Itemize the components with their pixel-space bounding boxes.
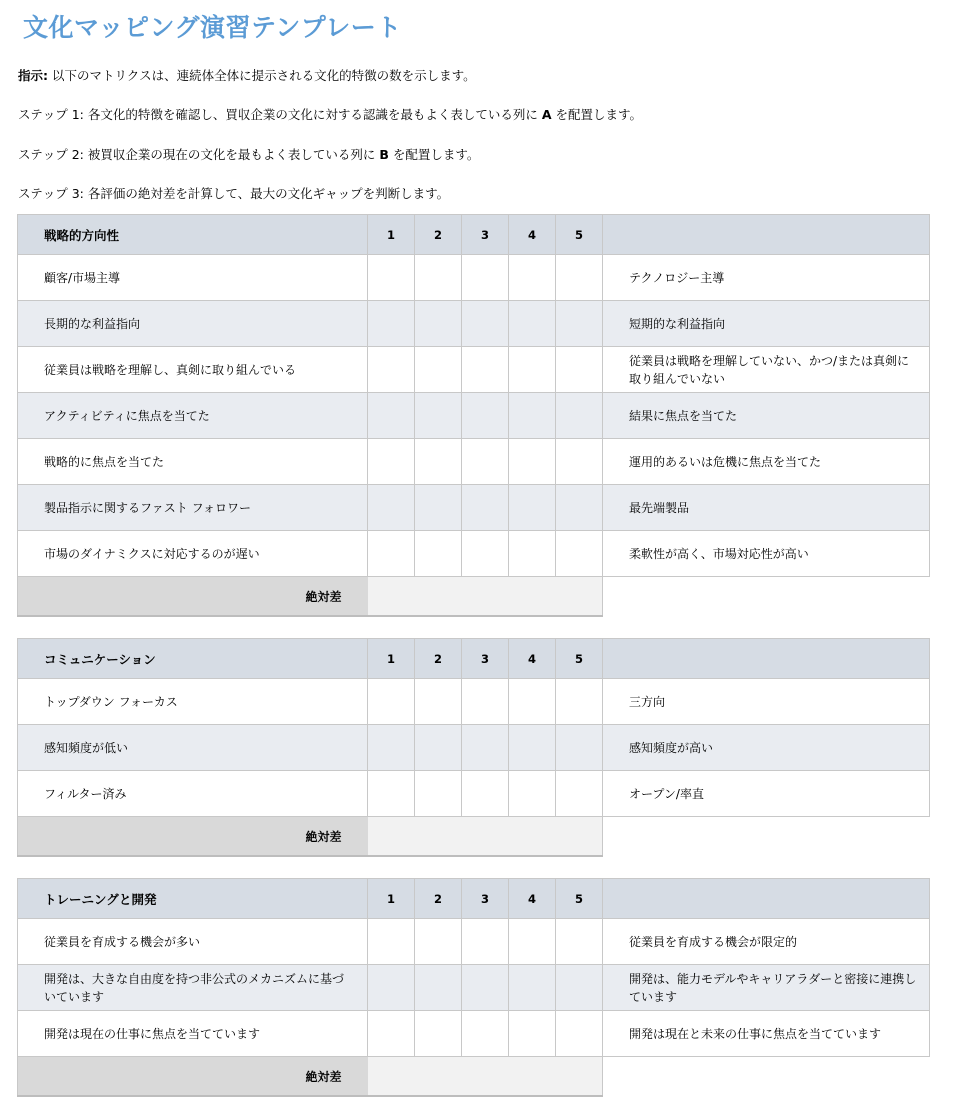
rating-cell-4[interactable] bbox=[509, 965, 556, 1011]
header-blank bbox=[603, 215, 930, 255]
rating-cell-1[interactable] bbox=[368, 439, 415, 485]
left-trait: 開発は現在の仕事に焦点を当てています bbox=[18, 1011, 368, 1057]
rating-cell-3[interactable] bbox=[462, 919, 509, 965]
left-trait: アクティビティに焦点を当てた bbox=[18, 393, 368, 439]
rating-cell-5[interactable] bbox=[556, 393, 603, 439]
scale-4: 4 bbox=[509, 879, 556, 919]
section-title: コミュニケーション bbox=[18, 639, 368, 679]
rating-cell-2[interactable] bbox=[415, 919, 462, 965]
matrix-row bbox=[18, 679, 930, 725]
left-trait: 従業員は戦略を理解し、真剣に取り組んでいる bbox=[18, 347, 368, 393]
rating-cell-1[interactable] bbox=[368, 919, 415, 965]
rating-cell-3[interactable] bbox=[462, 393, 509, 439]
rating-cell-4[interactable] bbox=[509, 771, 556, 817]
section-title: 戦略的方向性 bbox=[18, 215, 368, 255]
step1-prefix: ステップ 1: 各文化的特徴を確認し、買収企業の文化に対する認識を最もよく表している列に bbox=[18, 107, 542, 122]
matrix-row bbox=[18, 919, 930, 965]
scale-4: 4 bbox=[509, 215, 556, 255]
scale-3: 3 bbox=[462, 215, 509, 255]
left-trait: 長期的な利益指向 bbox=[18, 301, 368, 347]
step1-line bbox=[18, 106, 642, 124]
matrix-header bbox=[18, 879, 930, 919]
right-trait: 柔軟性が高く、市場対応性が高い bbox=[603, 531, 930, 577]
scale-5: 5 bbox=[556, 639, 603, 679]
rating-cell-5[interactable] bbox=[556, 301, 603, 347]
rating-cell-5[interactable] bbox=[556, 439, 603, 485]
rating-cell-1[interactable] bbox=[368, 1011, 415, 1057]
left-trait: 感知頻度が低い bbox=[18, 725, 368, 771]
step2-suffix: を配置します。 bbox=[388, 147, 480, 162]
abs-diff-value[interactable] bbox=[368, 817, 603, 857]
scale-4: 4 bbox=[509, 639, 556, 679]
right-trait: 感知頻度が高い bbox=[603, 725, 930, 771]
scale-3: 3 bbox=[462, 879, 509, 919]
rating-cell-1[interactable] bbox=[368, 301, 415, 347]
step2-prefix: ステップ 2: 被買収企業の現在の文化を最もよく表している列に bbox=[18, 147, 380, 162]
rating-cell-1[interactable] bbox=[368, 771, 415, 817]
rating-cell-5[interactable] bbox=[556, 1011, 603, 1057]
rating-cell-1[interactable] bbox=[368, 725, 415, 771]
rating-cell-4[interactable] bbox=[509, 485, 556, 531]
matrix-row bbox=[18, 347, 930, 393]
rating-cell-5[interactable] bbox=[556, 725, 603, 771]
scale-2: 2 bbox=[415, 215, 462, 255]
left-trait: フィルター済み bbox=[18, 771, 368, 817]
right-trait: 開発は現在と未来の仕事に焦点を当てています bbox=[603, 1011, 930, 1057]
rating-cell-5[interactable] bbox=[556, 347, 603, 393]
left-trait: 製品指示に関するファスト フォロワー bbox=[18, 485, 368, 531]
rating-cell-3[interactable] bbox=[462, 679, 509, 725]
left-trait: 顧客/市場主導 bbox=[18, 255, 368, 301]
rating-cell-3[interactable] bbox=[462, 771, 509, 817]
right-trait: テクノロジー主導 bbox=[603, 255, 930, 301]
rating-cell-2[interactable] bbox=[415, 301, 462, 347]
right-trait: 運用的あるいは危機に焦点を当てた bbox=[603, 439, 930, 485]
right-trait: 従業員は戦略を理解していない、かつ/または真剣に取り組んでいない bbox=[603, 347, 930, 393]
abs-diff-value[interactable] bbox=[368, 1057, 603, 1097]
rating-cell-5[interactable] bbox=[556, 771, 603, 817]
matrix-row bbox=[18, 439, 930, 485]
step1-suffix: を配置します。 bbox=[551, 107, 643, 122]
page-title: 文化マッピング演習テンプレート bbox=[23, 13, 402, 42]
rating-cell-5[interactable] bbox=[556, 919, 603, 965]
rating-cell-3[interactable] bbox=[462, 255, 509, 301]
rating-cell-4[interactable] bbox=[509, 255, 556, 301]
right-trait: 開発は、能力モデルやキャリアラダーと密接に連携しています bbox=[603, 965, 930, 1011]
rating-cell-3[interactable] bbox=[462, 347, 509, 393]
rating-cell-2[interactable] bbox=[415, 531, 462, 577]
rating-cell-2[interactable] bbox=[415, 485, 462, 531]
rating-cell-5[interactable] bbox=[556, 965, 603, 1011]
rating-cell-5[interactable] bbox=[556, 485, 603, 531]
matrix-row bbox=[18, 965, 930, 1011]
left-trait: 開発は、大きな自由度を持つ非公式のメカニズムに基づいています bbox=[18, 965, 368, 1011]
rating-cell-2[interactable] bbox=[415, 965, 462, 1011]
abs-diff-row bbox=[18, 577, 930, 617]
abs-diff-value[interactable] bbox=[368, 577, 603, 617]
header-blank bbox=[603, 639, 930, 679]
abs-diff-label: 絶対差 bbox=[18, 817, 368, 857]
left-trait: 従業員を育成する機会が多い bbox=[18, 919, 368, 965]
rating-cell-3[interactable] bbox=[462, 965, 509, 1011]
rating-cell-2[interactable] bbox=[415, 771, 462, 817]
rating-cell-1[interactable] bbox=[368, 393, 415, 439]
scale-2: 2 bbox=[415, 639, 462, 679]
matrix-communication bbox=[17, 638, 930, 857]
scale-1: 1 bbox=[368, 879, 415, 919]
scale-1: 1 bbox=[368, 215, 415, 255]
right-trait: 最先端製品 bbox=[603, 485, 930, 531]
scale-3: 3 bbox=[462, 639, 509, 679]
left-trait: 戦略的に焦点を当てた bbox=[18, 439, 368, 485]
rating-cell-5[interactable] bbox=[556, 679, 603, 725]
rating-cell-2[interactable] bbox=[415, 1011, 462, 1057]
matrix-row bbox=[18, 725, 930, 771]
scale-2: 2 bbox=[415, 879, 462, 919]
abs-diff-row bbox=[18, 817, 930, 857]
rating-cell-1[interactable] bbox=[368, 255, 415, 301]
rating-cell-1[interactable] bbox=[368, 965, 415, 1011]
rating-cell-2[interactable] bbox=[415, 393, 462, 439]
step3-line bbox=[18, 185, 449, 203]
right-trait: 三方向 bbox=[603, 679, 930, 725]
rating-cell-5[interactable] bbox=[556, 531, 603, 577]
rating-cell-3[interactable] bbox=[462, 725, 509, 771]
right-trait: オープン/率直 bbox=[603, 771, 930, 817]
matrix-row bbox=[18, 485, 930, 531]
rating-cell-4[interactable] bbox=[509, 393, 556, 439]
rating-cell-4[interactable] bbox=[509, 725, 556, 771]
matrix-training-development bbox=[17, 878, 930, 1097]
step1-mark: A bbox=[541, 107, 552, 122]
abs-diff-label: 絶対差 bbox=[18, 577, 368, 617]
abs-diff-label: 絶対差 bbox=[18, 1057, 368, 1097]
matrix-strategic-direction bbox=[17, 214, 930, 617]
right-trait: 結果に焦点を当てた bbox=[603, 393, 930, 439]
rating-cell-4[interactable] bbox=[509, 301, 556, 347]
rating-cell-4[interactable] bbox=[509, 439, 556, 485]
matrix-row bbox=[18, 301, 930, 347]
rating-cell-2[interactable] bbox=[415, 679, 462, 725]
rating-cell-3[interactable] bbox=[462, 485, 509, 531]
rating-cell-4[interactable] bbox=[509, 347, 556, 393]
header-blank bbox=[603, 879, 930, 919]
matrix-row bbox=[18, 1011, 930, 1057]
rating-cell-5[interactable] bbox=[556, 255, 603, 301]
rating-cell-3[interactable] bbox=[462, 531, 509, 577]
rating-cell-4[interactable] bbox=[509, 531, 556, 577]
rating-cell-1[interactable] bbox=[368, 679, 415, 725]
scale-5: 5 bbox=[556, 879, 603, 919]
instructions-text: 以下のマトリクスは、連続体全体に提示される文化的特徴の数を示します。 bbox=[48, 68, 476, 83]
rating-cell-1[interactable] bbox=[368, 531, 415, 577]
section-title: トレーニングと開発 bbox=[18, 879, 368, 919]
right-trait: 短期的な利益指向 bbox=[603, 301, 930, 347]
instructions-line bbox=[18, 67, 476, 85]
rating-cell-4[interactable] bbox=[509, 1011, 556, 1057]
rating-cell-3[interactable] bbox=[462, 1011, 509, 1057]
rating-cell-4[interactable] bbox=[509, 919, 556, 965]
rating-cell-3[interactable] bbox=[462, 301, 509, 347]
matrix-row bbox=[18, 771, 930, 817]
abs-diff-row bbox=[18, 1057, 930, 1097]
rating-cell-1[interactable] bbox=[368, 347, 415, 393]
instructions-label: 指示: bbox=[18, 68, 48, 83]
rating-cell-2[interactable] bbox=[415, 439, 462, 485]
matrix-row bbox=[18, 531, 930, 577]
rating-cell-4[interactable] bbox=[509, 679, 556, 725]
matrix-header bbox=[18, 639, 930, 679]
rating-cell-1[interactable] bbox=[368, 485, 415, 531]
rating-cell-2[interactable] bbox=[415, 347, 462, 393]
matrix-row bbox=[18, 393, 930, 439]
rating-cell-2[interactable] bbox=[415, 255, 462, 301]
matrix-header bbox=[18, 215, 930, 255]
right-trait: 従業員を育成する機会が限定的 bbox=[603, 919, 930, 965]
rating-cell-3[interactable] bbox=[462, 439, 509, 485]
step3-text: ステップ 3: 各評価の絶対差を計算して、最大の文化ギャップを判断します。 bbox=[18, 186, 450, 201]
matrix-row bbox=[18, 255, 930, 301]
left-trait: 市場のダイナミクスに対応するのが遅い bbox=[18, 531, 368, 577]
step2-line bbox=[18, 146, 479, 164]
step2-mark: B bbox=[379, 147, 389, 162]
scale-1: 1 bbox=[368, 639, 415, 679]
scale-5: 5 bbox=[556, 215, 603, 255]
rating-cell-2[interactable] bbox=[415, 725, 462, 771]
left-trait: トップダウン フォーカス bbox=[18, 679, 368, 725]
